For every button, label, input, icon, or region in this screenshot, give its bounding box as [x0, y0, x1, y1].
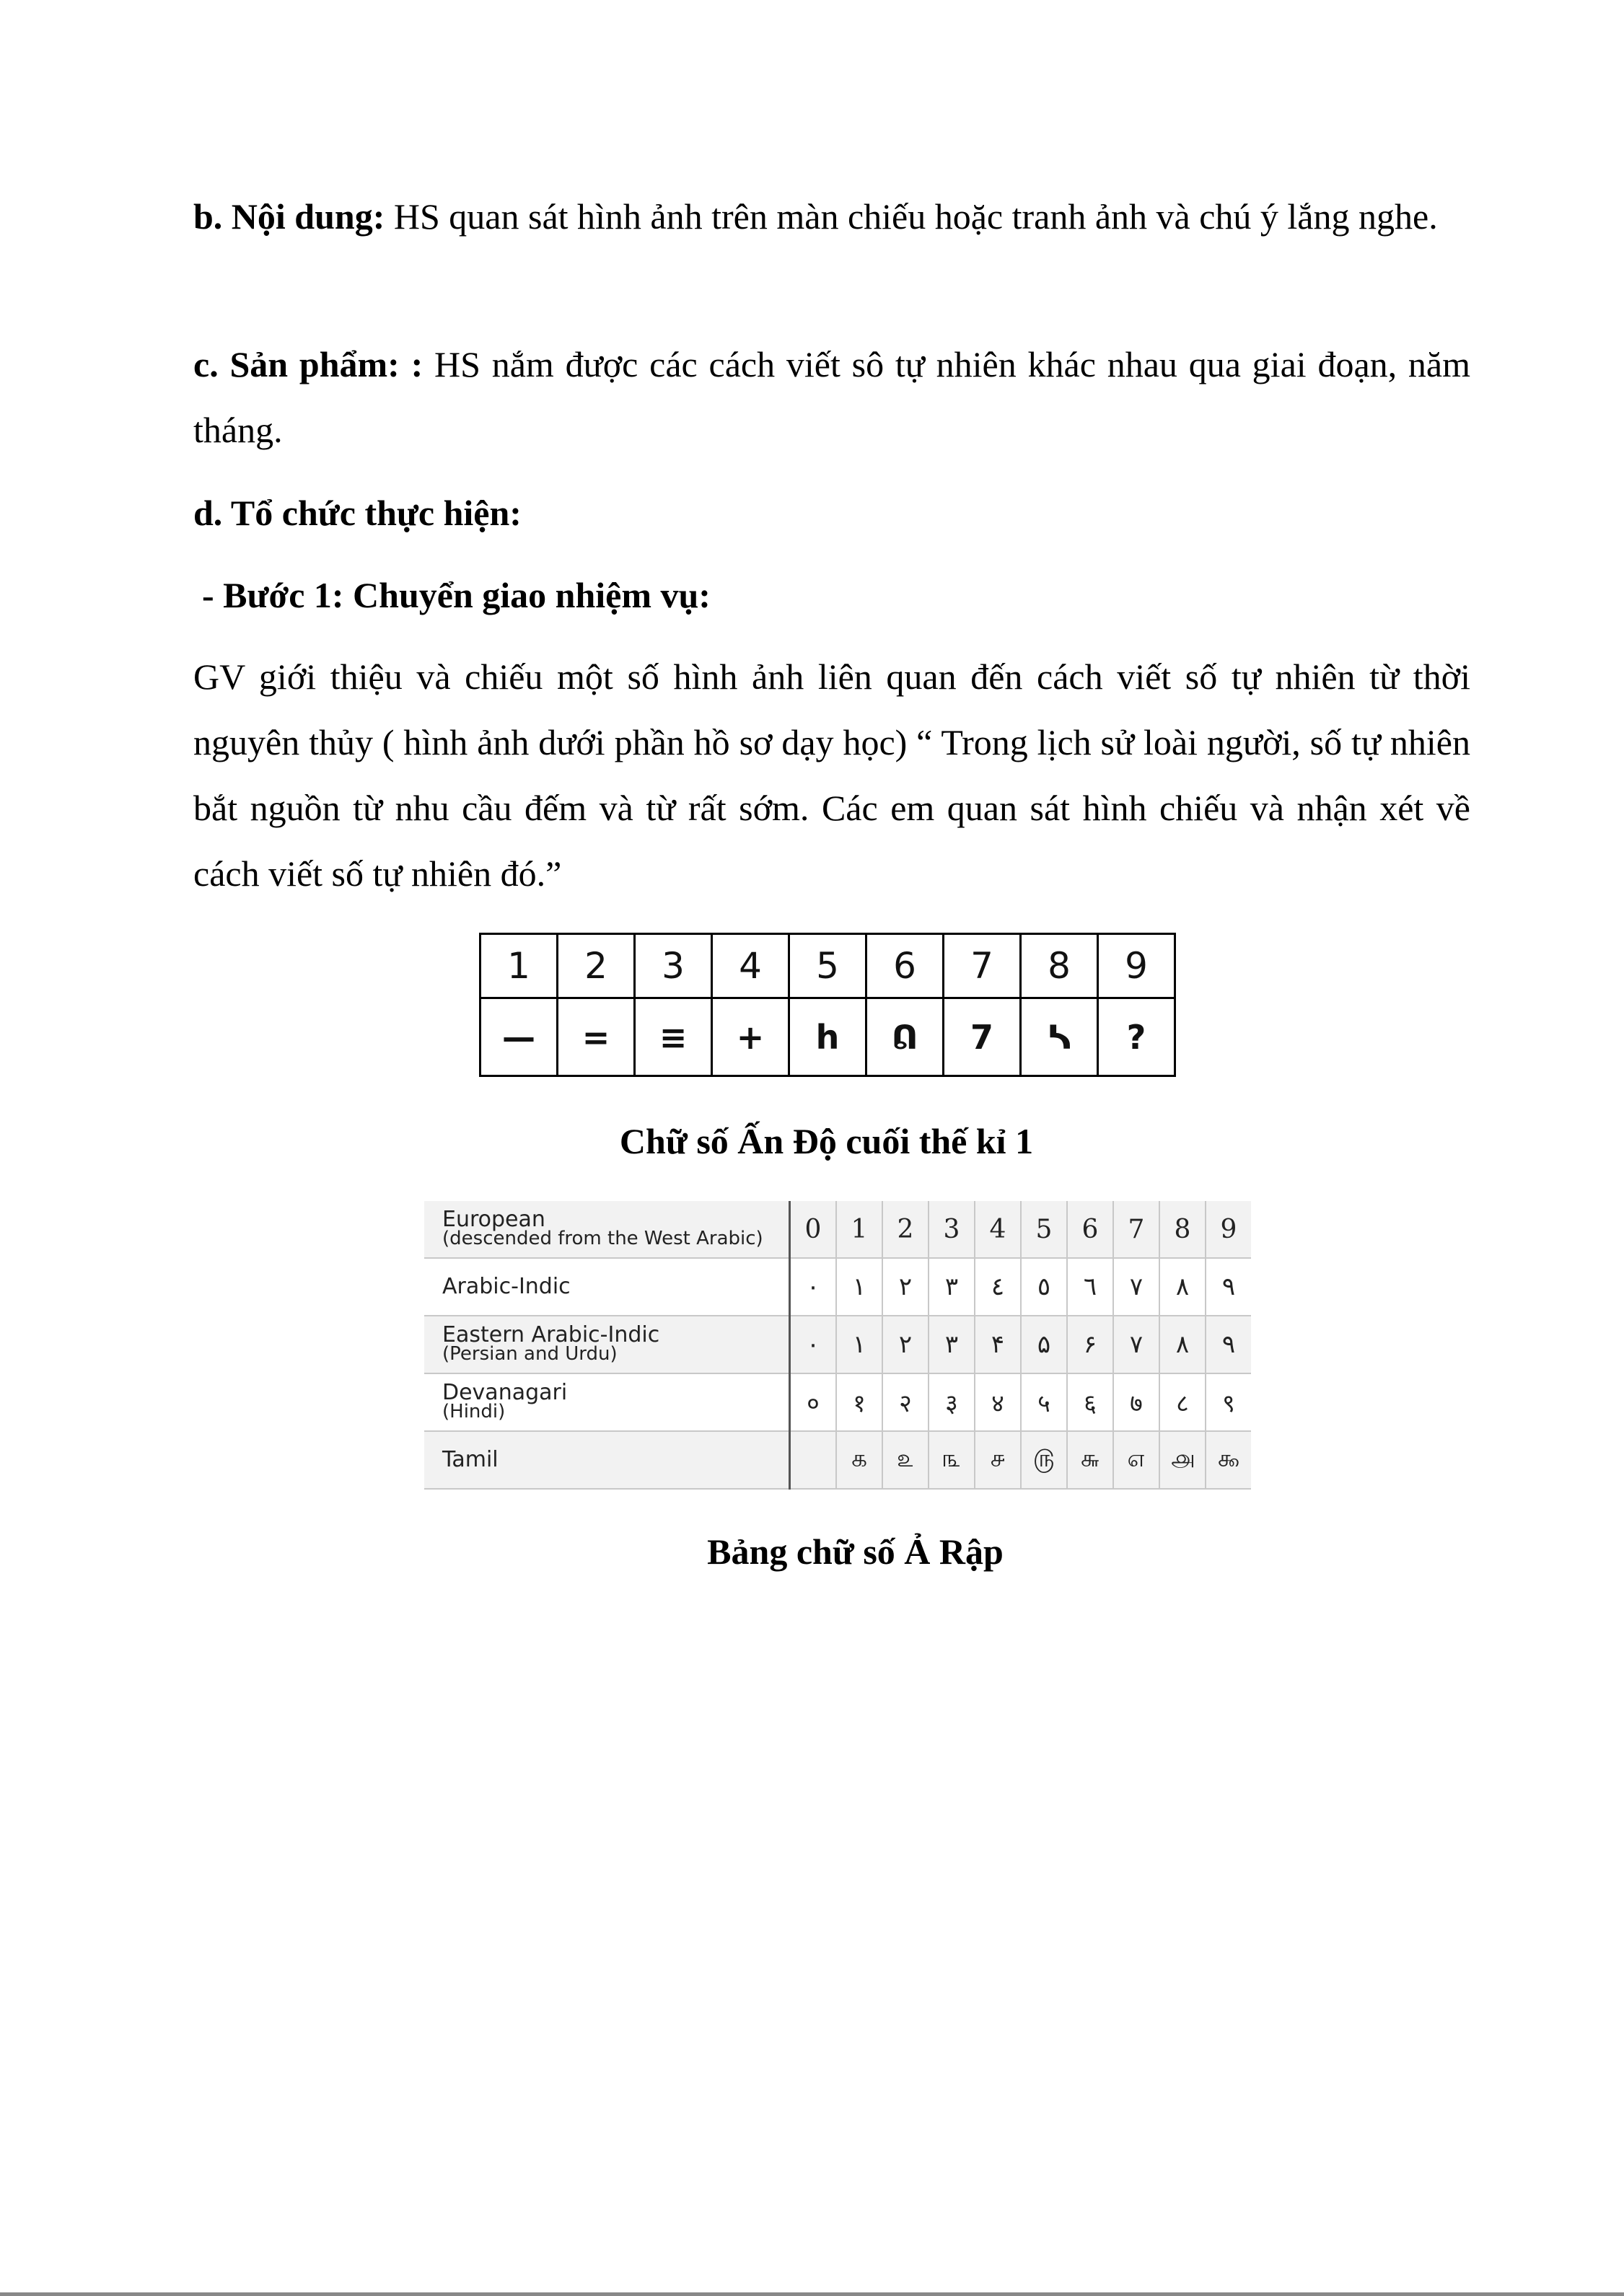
digit-cell: ௩ [929, 1431, 975, 1489]
number-cell: 9 [1098, 934, 1175, 998]
digit-cell: 0 [790, 1201, 837, 1258]
digit-cell: ٩ [1206, 1258, 1251, 1316]
content-label: b. Nội dung: [193, 196, 385, 237]
table-row [424, 1258, 1251, 1316]
symbol-cell: 7 [944, 998, 1021, 1076]
digit-cell: 8 [1159, 1201, 1206, 1258]
row-label: Tamil [424, 1431, 790, 1489]
number-cell: 2 [558, 934, 635, 998]
digit-cell: ١ [836, 1258, 882, 1316]
symbol-cell: h [789, 998, 866, 1076]
digit-cell: ५ [1021, 1373, 1067, 1431]
digit-cell: ٢ [882, 1316, 929, 1373]
product-label: c. Sản phẩm: : [193, 344, 423, 384]
digit-cell: ௨ [882, 1431, 929, 1489]
digit-cell: ٩ [1206, 1316, 1251, 1373]
symbol-cell: ᓴ [1021, 998, 1098, 1076]
indian-symbols-row [480, 998, 1175, 1076]
digit-cell: ٦ [1067, 1258, 1113, 1316]
digit-cell: ० [790, 1373, 837, 1431]
symbol-cell: ≡ [635, 998, 712, 1076]
number-cell: 8 [1021, 934, 1098, 998]
digit-cell: ٠ [790, 1258, 837, 1316]
digit-cell: ९ [1206, 1373, 1251, 1431]
digit-cell: ٣ [929, 1316, 975, 1373]
symbol-cell: ᕠ [866, 998, 944, 1076]
number-cell: 5 [789, 934, 866, 998]
step1-heading: - Bước 1: Chuyển giao nhiệm vụ: [202, 575, 711, 615]
indian-numerals-table [479, 933, 1176, 1077]
symbol-cell: ? [1098, 998, 1175, 1076]
digit-cell: ٥ [1021, 1258, 1067, 1316]
number-cell: 1 [480, 934, 558, 998]
table-row [424, 1431, 1251, 1489]
row-label: European (descended from the West Arabic) [424, 1201, 790, 1258]
digit-cell: ६ [1067, 1373, 1113, 1431]
digit-cell: ٠ [790, 1316, 837, 1373]
digit-cell [790, 1431, 837, 1489]
digit-cell: २ [882, 1373, 929, 1431]
digit-cell: ٧ [1113, 1316, 1159, 1373]
digit-cell: ۴ [975, 1316, 1021, 1373]
digit-cell: ٣ [929, 1258, 975, 1316]
digit-cell: ٧ [1113, 1258, 1159, 1316]
digit-cell: ௮ [1159, 1431, 1206, 1489]
number-cell: 4 [712, 934, 789, 998]
digit-cell: ४ [975, 1373, 1021, 1431]
page-bottom-edge [0, 2292, 1624, 2296]
content-text: HS quan sát hình ảnh trên màn chiếu hoặc tranh ảnh và chú ý lắng nghe. [385, 196, 1438, 237]
digit-cell: ७ [1113, 1373, 1159, 1431]
digit-cell: 9 [1206, 1201, 1251, 1258]
digit-cell: ٤ [975, 1258, 1021, 1316]
digit-cell: १ [836, 1373, 882, 1431]
table-row [424, 1201, 1251, 1258]
digit-cell: ௯ [1206, 1431, 1251, 1489]
row-label: Devanagari (Hindi) [424, 1373, 790, 1431]
number-cell: 7 [944, 934, 1021, 998]
digit-cell: ௪ [975, 1431, 1021, 1489]
digit-cell: ۶ [1067, 1316, 1113, 1373]
digit-cell: ۵ [1021, 1316, 1067, 1373]
digit-cell: ८ [1159, 1373, 1206, 1431]
paragraph-product [193, 332, 1470, 463]
digit-cell: 1 [836, 1201, 882, 1258]
digit-cell: ٨ [1159, 1316, 1206, 1373]
symbol-cell: = [558, 998, 635, 1076]
symbol-cell: — [480, 998, 558, 1076]
indian-table-caption: Chữ số Ấn Độ cuối thế kỉ 1 [619, 1121, 1034, 1161]
digit-cell: 7 [1113, 1201, 1159, 1258]
digit-cell: ٢ [882, 1258, 929, 1316]
number-cell: 3 [635, 934, 712, 998]
teacher-intro-paragraph: GV giới thiệu và chiếu một số hình ảnh liên quan đến cách viết số tự nhiên từ thời nguyên thủy ( hình ảnh dưới phần hồ sơ dạy học) “ Trong lịch sử loài người, số tự nhiên bắt nguồn từ nhu cầu đếm và từ rất sớm. Các em quan sát hình chiếu và nhận xét về cách viết số tự nhiên đó.” [193, 656, 1470, 894]
digit-cell: 2 [882, 1201, 929, 1258]
digit-cell: 6 [1067, 1201, 1113, 1258]
digit-cell: ١ [836, 1316, 882, 1373]
digit-cell: 4 [975, 1201, 1021, 1258]
digit-cell: ३ [929, 1373, 975, 1431]
paragraph-content [193, 184, 1470, 250]
table-row [424, 1316, 1251, 1373]
digit-cell: ٨ [1159, 1258, 1206, 1316]
table-row [424, 1373, 1251, 1431]
organization-heading: d. Tổ chức thực hiện: [193, 493, 522, 533]
digit-cell: ௧ [836, 1431, 882, 1489]
arabic-numerals-table [424, 1201, 1251, 1490]
arabic-table-caption: Bảng chữ số Ả Rập [707, 1531, 1004, 1572]
row-label: Arabic-Indic [424, 1258, 790, 1316]
indian-numbers-row [480, 934, 1175, 998]
digit-cell: 5 [1021, 1201, 1067, 1258]
digit-cell: ௭ [1113, 1431, 1159, 1489]
digit-cell: ௫ [1021, 1431, 1067, 1489]
digit-cell: ௬ [1067, 1431, 1113, 1489]
row-label: Eastern Arabic-Indic (Persian and Urdu) [424, 1316, 790, 1373]
product-text: HS nắm được các cách viết sô tự nhiên khác nhau qua giai đoạn, năm tháng. [193, 344, 1471, 450]
number-cell: 6 [866, 934, 944, 998]
digit-cell: 3 [929, 1201, 975, 1258]
symbol-cell: + [712, 998, 789, 1076]
